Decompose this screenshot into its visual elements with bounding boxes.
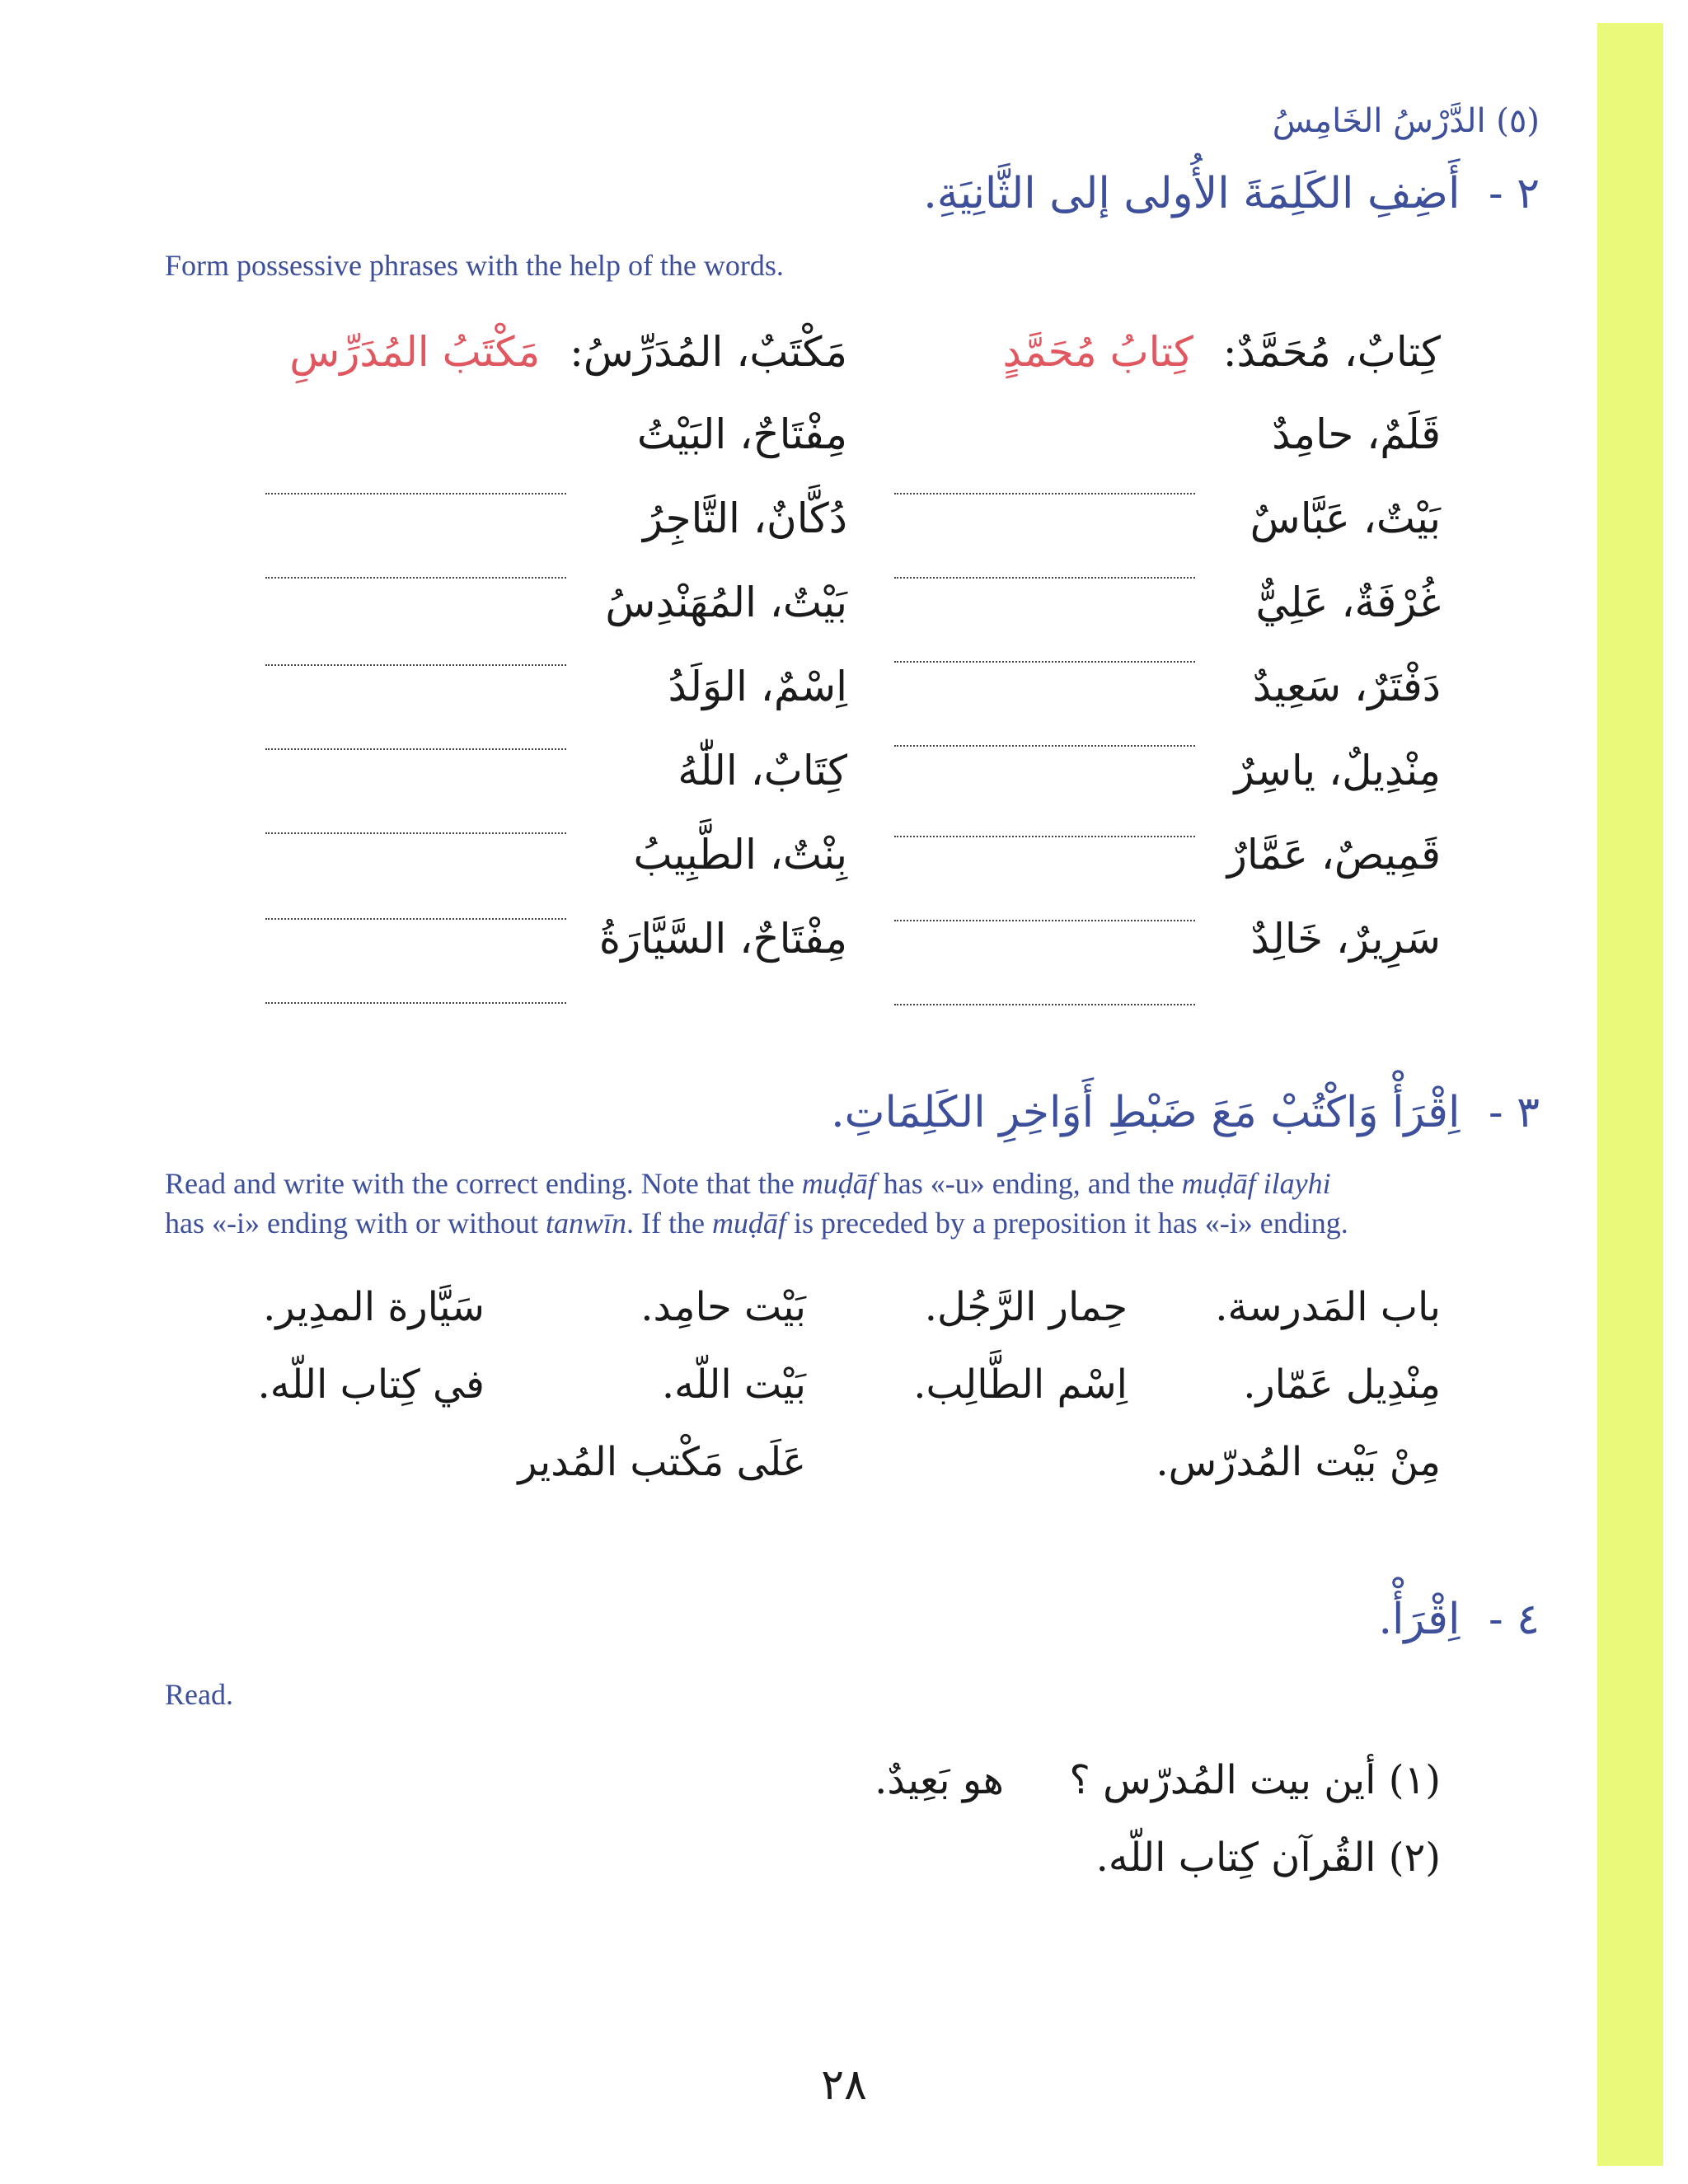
right-item-4: دَفْتَرٌ، سَعِيدٌ	[1252, 663, 1441, 710]
left-item-4: اِسْمٌ، الوَلَدُ	[668, 663, 847, 710]
exercise-2-title: أَضِفِ الكَلِمَةَ الأُولى إلى الثَّانِيَةِ.	[923, 169, 1461, 218]
answer-blank-left-4[interactable]	[265, 748, 566, 750]
answer-blank-right-5[interactable]	[894, 836, 1195, 837]
answer-blank-left-5[interactable]	[265, 832, 566, 834]
answer-blank-left-3[interactable]	[265, 664, 566, 666]
example-2-answer: مَكْتَبُ المُدَرِّسِ	[289, 328, 541, 376]
lesson-title: (٥) الدَّرْسُ الخَامِسُ	[1272, 102, 1540, 140]
ex4-sentence-1b: هو بَعِيدٌ.	[874, 1757, 1004, 1803]
right-item-6: قَمِيصٌ، عَمَّارٌ	[1226, 831, 1441, 879]
answer-blank-right-2[interactable]	[894, 577, 1195, 579]
ex3-row1-item1: باب المَدرسة.	[1215, 1284, 1441, 1330]
exercise-3-heading	[831, 1088, 1540, 1137]
answer-blank-right-7[interactable]	[894, 1004, 1195, 1005]
answer-blank-right-1[interactable]	[894, 493, 1195, 494]
left-item-6: بِنْتٌ، الطَّبِيبُ	[633, 831, 847, 879]
left-item-1: مِفْتَاحٌ، البَيْتُ	[636, 410, 847, 458]
ex3-row2-item1: مِنْدِيل عَمّار.	[1243, 1361, 1441, 1408]
ex3-row1-item4: سَيَّارة المدِير.	[263, 1284, 485, 1330]
answer-blank-right-3[interactable]	[894, 661, 1195, 663]
example-1-answer: كِتابُ مُحَمَّدٍ	[1002, 328, 1193, 376]
instr-term-tanwin: tanwīn	[545, 1207, 626, 1240]
example-2	[289, 328, 847, 376]
exercise-3-title: اِقْرَأْ وَاكْتُبْ مَعَ ضَبْطِ أَوَاخِرِ الكَلِمَاتِ.	[831, 1088, 1461, 1137]
answer-blank-left-6[interactable]	[265, 918, 566, 920]
instr-text-5: is preceded by a preposition it has «-i» ending.	[785, 1207, 1348, 1240]
exercise-4-number: ٤ -	[1488, 1595, 1540, 1644]
yellow-margin-strip	[1597, 23, 1663, 2166]
example-1	[1002, 328, 1441, 376]
right-item-3: غُرْفَةٌ، عَلِيٌّ	[1255, 579, 1441, 626]
left-item-7: مِفْتَاحٌ، السَّيَّارَةُ	[598, 915, 847, 963]
answer-blank-right-4[interactable]	[894, 745, 1195, 747]
exercise-3-instruction	[165, 1164, 1484, 1243]
exercise-4-heading	[1378, 1595, 1540, 1644]
instr-term-mudaf-2: muḍāf	[711, 1207, 786, 1240]
ex3-row3-item1: مِنْ بَيْت المُدرّس.	[1156, 1439, 1441, 1485]
example-2-words: مَكْتَبٌ، المُدَرِّسُ:	[570, 328, 847, 376]
ex4-sentence-2: (٢) القُرآن كِتاب اللّه.	[1095, 1835, 1441, 1881]
ex3-row1-item3: بَيْت حامِد.	[640, 1284, 806, 1330]
left-item-3: بَيْتٌ، المُهَنْدِسُ	[605, 579, 847, 626]
exercise-2-number: ٢ -	[1488, 169, 1540, 218]
instr-term-mudaf: muḍāf	[801, 1167, 876, 1200]
exercise-4-instruction: Read.	[165, 1678, 233, 1711]
ex3-row2-item2: اِسْم الطَّالِب.	[913, 1361, 1128, 1408]
exercise-3-number: ٣ -	[1488, 1088, 1540, 1137]
exercise-2-heading	[923, 169, 1540, 218]
example-1-words: كِتابٌ، مُحَمَّدٌ:	[1222, 328, 1441, 376]
left-item-5: كِتَابٌ، اللّٰهُ	[678, 747, 847, 794]
ex4-sentence-1a: (١) أين بيت المُدرّس ؟	[1069, 1757, 1441, 1803]
ex3-row3-item2: عَلَى مَكْتب المُدير	[518, 1439, 806, 1485]
instr-term-mudaf-ilayhi: muḍāf ilayhi	[1181, 1167, 1331, 1200]
answer-blank-left-2[interactable]	[265, 577, 566, 579]
exercise-2-instruction: Form possessive phrases with the help of the words.	[165, 249, 784, 282]
ex3-row2-item3: بَيْت اللّه.	[661, 1361, 806, 1408]
answer-blank-right-6[interactable]	[894, 920, 1195, 921]
exercise-4-title: اِقْرَأْ.	[1378, 1595, 1461, 1644]
right-item-2: بَيْتٌ، عَبَّاسٌ	[1250, 494, 1441, 542]
ex3-row1-item2: حِمار الرَّجُل.	[924, 1284, 1128, 1330]
ex3-row2-item4: في كِتاب اللّه.	[257, 1361, 485, 1408]
left-item-2: دُكَّانٌ، التَّاجِرُ	[643, 494, 847, 542]
instr-text-1: Read and write with the correct ending. Note that the	[165, 1167, 802, 1200]
right-item-5: مِنْدِيلٌ، ياسِرٌ	[1234, 747, 1441, 794]
answer-blank-left-1[interactable]	[265, 493, 566, 494]
right-item-1: قَلَمٌ، حامِدٌ	[1272, 410, 1441, 458]
page-number: ٢٨	[821, 2060, 867, 2110]
instr-text-2: has «-u» ending, and the	[875, 1167, 1182, 1200]
answer-blank-left-7[interactable]	[265, 1002, 566, 1004]
instr-text-3: has «-i» ending with or without	[165, 1207, 546, 1240]
instr-text-4: . If the	[626, 1207, 712, 1240]
right-item-7: سَرِيرٌ، خَالِدٌ	[1250, 915, 1441, 963]
